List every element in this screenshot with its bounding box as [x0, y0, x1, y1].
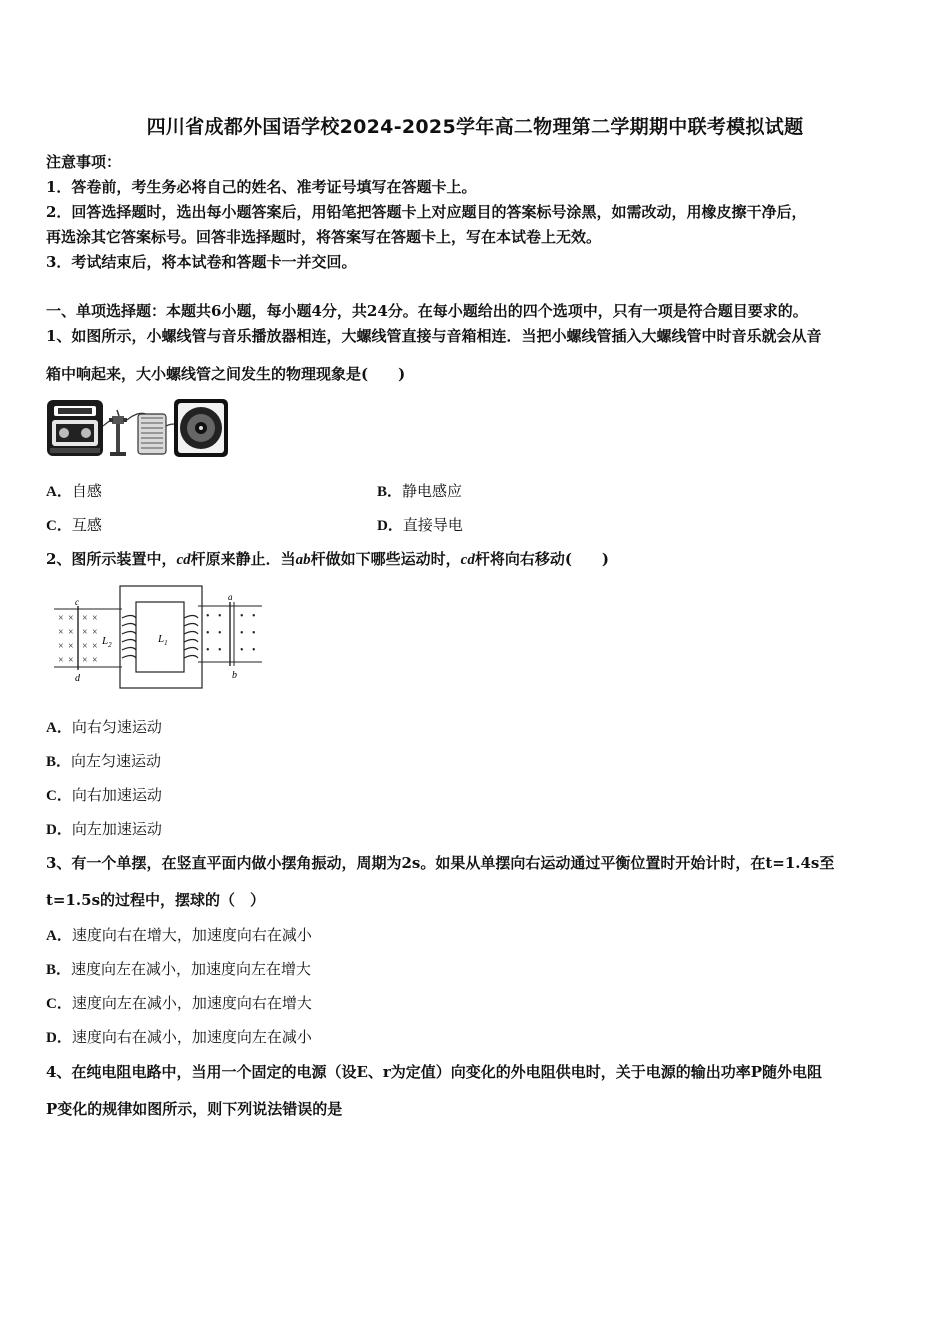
option-letter: D． [46, 1030, 72, 1046]
q2-stem-suffix: 杆将向右移动( ) [474, 550, 610, 568]
q2-option-a[interactable] [46, 717, 162, 738]
svg-text:×: × [92, 641, 98, 652]
svg-text:•: • [206, 611, 210, 622]
option-letter: D． [377, 518, 403, 534]
q2-stem [46, 549, 609, 570]
option-text: 向左匀速运动 [71, 752, 162, 770]
svg-text:•: • [218, 628, 222, 639]
q4-stem-line1: 4、在纯电阻电路中，当用一个固定的电源（设E、r为定值）向变化的外电阻供电时，关于电源的输出功率P随外电阻 [46, 1063, 823, 1081]
svg-text:×: × [58, 627, 64, 638]
svg-text:×: × [82, 627, 88, 638]
option-text: 速度向左在减小，加速度向左在增大 [71, 960, 312, 978]
option-letter: B． [46, 962, 72, 978]
q1-stem-line2: 箱中响起来，大小螺线管之间发生的物理现象是( ) [46, 365, 406, 383]
q1-stem-line1: 1、如图所示，小螺线管与音乐播放器相连，大螺线管直接与音箱相连．当把小螺线管插入大螺线管中时音乐就会从音 [46, 327, 822, 345]
label-c: c [75, 597, 79, 607]
option-letter: B． [377, 484, 403, 500]
svg-text:×: × [68, 627, 74, 638]
q1-option-b[interactable] [377, 481, 462, 502]
notice-item: 1．答卷前，考生务必将自己的姓名、准考证号填写在答题卡上。 [46, 178, 477, 196]
q3-option-b[interactable] [46, 959, 311, 980]
notice-heading: 注意事项： [46, 153, 122, 171]
svg-text:×: × [68, 655, 74, 666]
svg-text:×: × [68, 613, 74, 624]
svg-text:•: • [240, 611, 244, 622]
label-a: a [228, 592, 233, 602]
music-player-icon [47, 400, 103, 456]
svg-text:•: • [240, 645, 244, 656]
magnetic-field-out-of-page [206, 611, 256, 656]
option-text: 速度向右在减小，加速度向左在减小 [71, 1028, 312, 1046]
q2-rod-cd: cd [460, 552, 475, 568]
q2-transformer-rails-figure [46, 584, 268, 692]
option-letter: D． [46, 822, 72, 838]
svg-text:×: × [82, 613, 88, 624]
label-b: b [232, 670, 237, 681]
svg-text:•: • [218, 611, 222, 622]
label-L1: $L_1$ [158, 633, 168, 647]
svg-text:×: × [58, 641, 64, 652]
option-text: 向左加速运动 [71, 820, 162, 838]
q2-rod-ab: ab [295, 552, 311, 568]
option-text: 速度向左在减小，加速度向右在增大 [71, 994, 312, 1012]
svg-text:×: × [68, 641, 74, 652]
svg-text:•: • [252, 611, 256, 622]
option-text: 直接导电 [402, 516, 463, 534]
svg-text:×: × [82, 655, 88, 666]
svg-text:×: × [92, 613, 98, 624]
label-L2: $L_2$ [102, 635, 112, 649]
q1-option-a[interactable] [46, 481, 102, 502]
svg-text:•: • [240, 628, 244, 639]
section-heading: 一、单项选择题：本题共6小题，每小题4分，共24分。在每小题给出的四个选项中，只有一项是符合题目要求的。 [46, 302, 808, 320]
q1-option-d[interactable] [377, 515, 463, 536]
option-letter: A． [46, 928, 72, 944]
q2-option-d[interactable] [46, 819, 162, 840]
large-solenoid-icon [138, 414, 166, 454]
notice-item: 3．考试结束后，将本试卷和答题卡一并交回。 [46, 253, 357, 271]
svg-text:•: • [218, 645, 222, 656]
option-text: 向右匀速运动 [71, 718, 162, 736]
label-d: d [75, 673, 80, 684]
q1-solenoid-figure [46, 396, 230, 460]
svg-text:•: • [206, 628, 210, 639]
svg-text:×: × [82, 641, 88, 652]
option-letter: A． [46, 484, 72, 500]
option-text: 速度向右在增大，加速度向右在减小 [71, 926, 312, 944]
q4-stem-line2: P变化的规律如图所示，则下列说法错误的是 [46, 1100, 343, 1118]
q2-stem-prefix: 2、图所示装置中， [46, 550, 177, 568]
speaker-icon [174, 399, 228, 457]
q2-stem-mid1: 杆原来静止．当 [190, 550, 296, 568]
option-text: 静电感应 [402, 482, 463, 500]
notice-item: 2．回答选择题时，选出每小题答案后，用铅笔把答题卡上对应题目的答案标号涂黑，如需改动，用橡皮擦干净后， [46, 203, 807, 221]
q2-option-c[interactable] [46, 785, 162, 806]
q2-option-b[interactable] [46, 751, 161, 772]
q3-option-c[interactable] [46, 993, 312, 1014]
svg-text:•: • [206, 645, 210, 656]
option-letter: A． [46, 720, 72, 736]
option-letter: B． [46, 754, 72, 770]
small-solenoid-icon [109, 410, 127, 456]
option-text: 向右加速运动 [71, 786, 162, 804]
q3-stem-line1: 3、有一个单摆，在竖直平面内做小摆角振动，周期为2s。如果从单摆向右运动通过平衡位置时开始计时，在t=1.4s至 [46, 854, 835, 872]
notice-item: 再选涂其它答案标号。回答非选择题时，将答案写在答题卡上，写在本试卷上无效。 [46, 228, 602, 246]
q3-stem-line2: t=1.5s的过程中，摆球的（ ） [46, 891, 266, 909]
q3-option-a[interactable] [46, 925, 312, 946]
svg-text:•: • [252, 645, 256, 656]
page-title: 四川省成都外国语学校2024-2025学年高二物理第二学期期中联考模拟试题 [146, 116, 804, 138]
q2-stem-mid2: 杆做如下哪些运动时， [310, 550, 461, 568]
q2-rod-cd: cd [176, 552, 191, 568]
svg-text:×: × [58, 613, 64, 624]
option-letter: C． [46, 996, 72, 1012]
svg-text:×: × [58, 655, 64, 666]
option-text: 自感 [71, 482, 102, 500]
option-letter: C． [46, 788, 72, 804]
svg-text:•: • [252, 628, 256, 639]
q1-option-c[interactable] [46, 515, 102, 536]
q3-option-d[interactable] [46, 1027, 312, 1048]
svg-text:×: × [92, 627, 98, 638]
option-letter: C． [46, 518, 72, 534]
option-text: 互感 [71, 516, 102, 534]
svg-text:×: × [92, 655, 98, 666]
